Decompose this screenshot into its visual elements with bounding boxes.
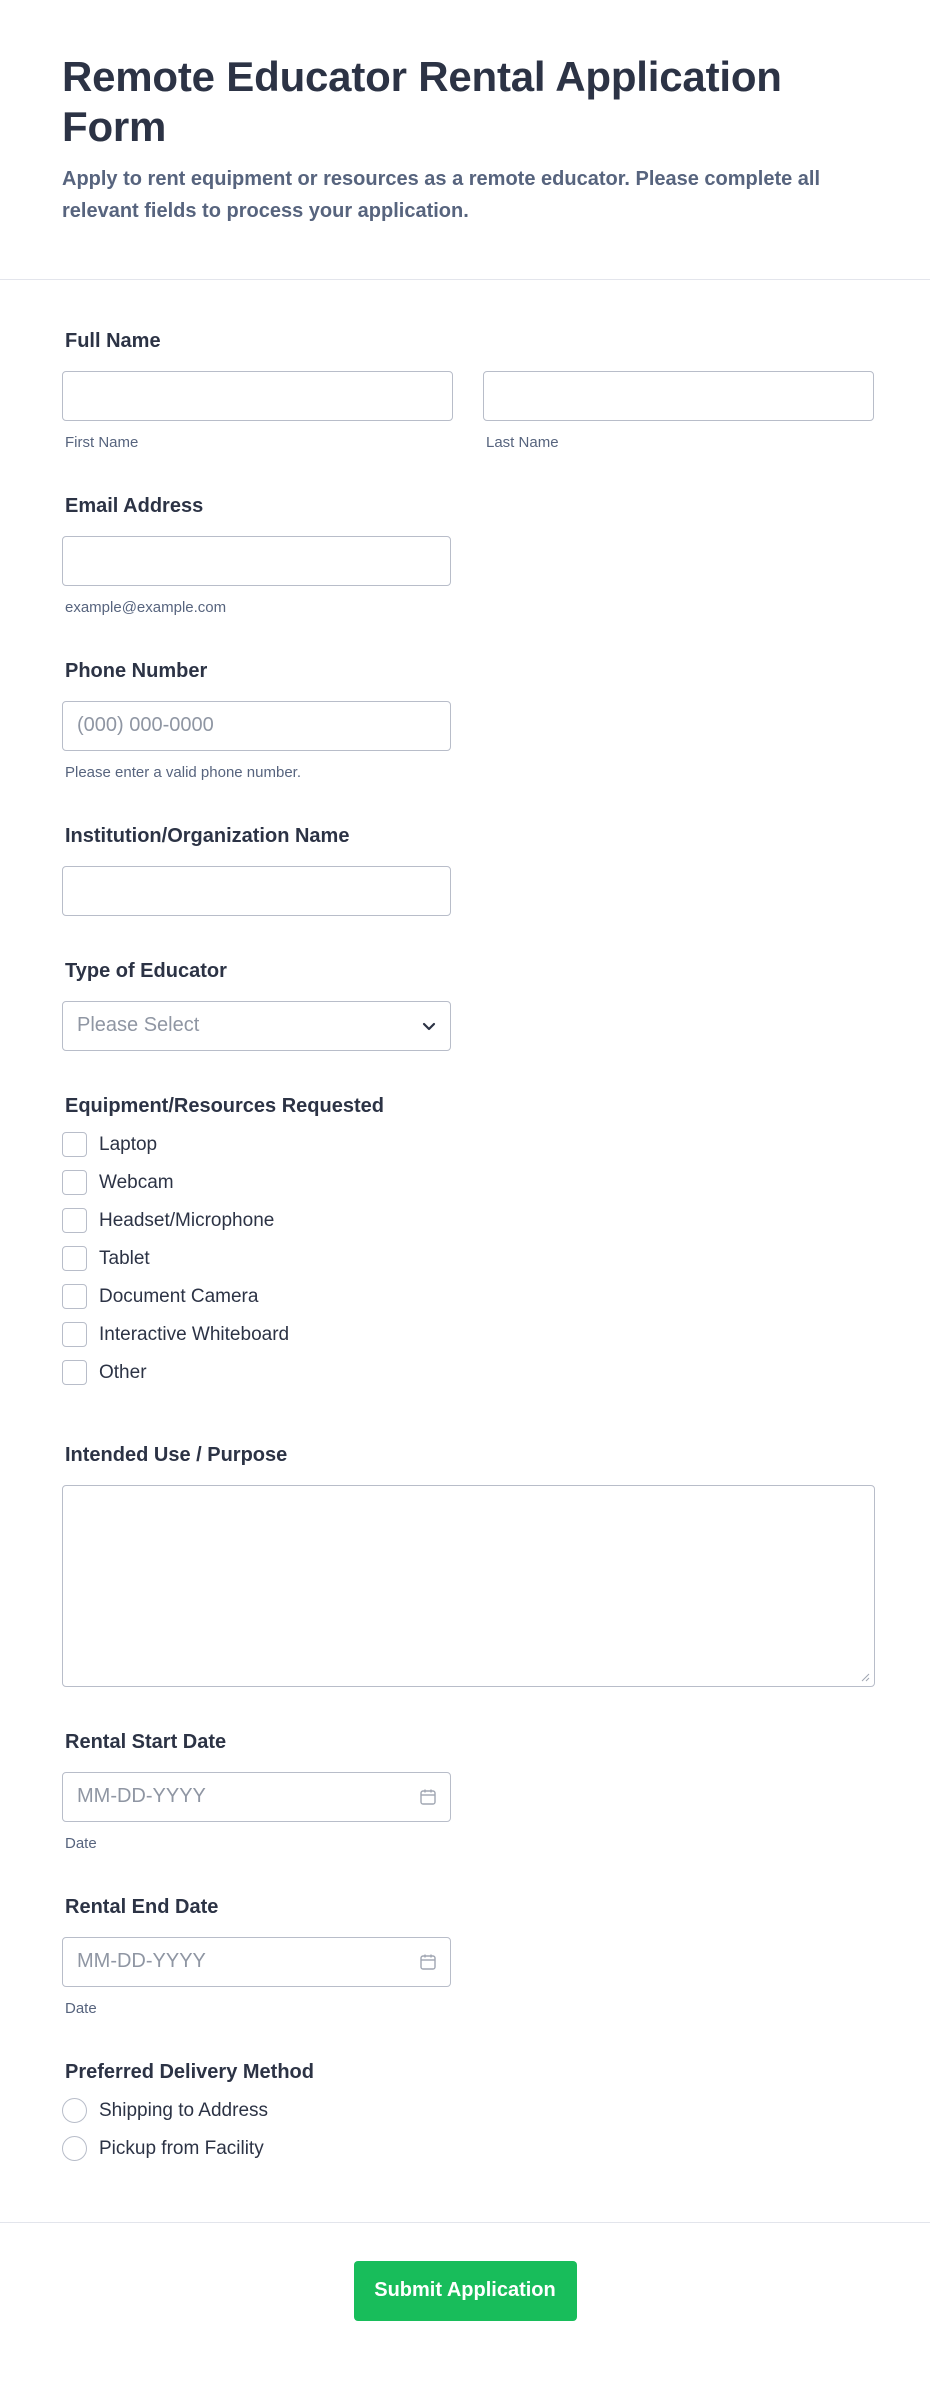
radio-button[interactable] [62, 2136, 87, 2161]
phone-sublabel: Please enter a valid phone number. [65, 763, 301, 781]
form-description: Apply to rent equipment or resources as a remote educator. Please complete all relevant fields to process your application. [62, 167, 821, 222]
equipment-option-other[interactable] [62, 1360, 868, 1386]
start-date-input[interactable] [62, 1772, 451, 1822]
end-date-input[interactable] [62, 1937, 451, 1987]
equipment-option-webcam[interactable] [62, 1170, 868, 1196]
start-date-field [62, 1731, 868, 1852]
full-name-label: Full Name [65, 329, 161, 352]
checkbox[interactable] [62, 1360, 87, 1385]
end-date-sublabel: Date [65, 1999, 97, 2017]
email-field [62, 495, 868, 616]
option-label: Tablet [99, 1247, 150, 1269]
option-label: Webcam [99, 1171, 174, 1193]
end-date-field [62, 1896, 868, 2017]
radio-button[interactable] [62, 2098, 87, 2123]
form-footer [0, 2222, 930, 2381]
option-label: Other [99, 1361, 147, 1383]
email-sublabel: example@example.com [65, 598, 227, 616]
educator-type-field [62, 960, 868, 1051]
phone-field [62, 660, 868, 781]
checkbox[interactable] [62, 1246, 87, 1271]
equipment-label: Equipment/Resources Requested [65, 1094, 384, 1117]
email-input[interactable] [62, 536, 451, 586]
first-name-sublabel: First Name [65, 433, 139, 451]
calendar-icon[interactable] [419, 1788, 437, 1806]
institution-field [62, 825, 868, 916]
full-name-field [62, 330, 868, 451]
phone-input[interactable] [62, 701, 451, 751]
delivery-field [62, 2061, 868, 2162]
equipment-option-document-camera[interactable] [62, 1284, 868, 1310]
start-date-sublabel: Date [65, 1834, 97, 1852]
option-label: Shipping to Address [99, 2099, 269, 2121]
start-date-label: Rental Start Date [65, 1730, 227, 1753]
delivery-options [62, 2098, 868, 2162]
delivery-option-shipping[interactable] [62, 2098, 868, 2124]
start-date-placeholder: MM-DD-YYYY [62, 1772, 451, 1822]
checkbox[interactable] [62, 1322, 87, 1347]
chevron-down-icon [421, 1018, 437, 1034]
checkbox[interactable] [62, 1170, 87, 1195]
phone-label: Phone Number [65, 659, 208, 682]
delivery-option-pickup[interactable] [62, 2136, 868, 2162]
educator-type-selected: Please Select [62, 1001, 451, 1051]
submit-button[interactable]: Submit Application [354, 2261, 577, 2321]
option-label: Pickup from Facility [99, 2137, 264, 2159]
option-label: Laptop [99, 1133, 158, 1155]
equipment-option-headset[interactable] [62, 1208, 868, 1234]
purpose-label: Intended Use / Purpose [65, 1443, 288, 1466]
purpose-field [62, 1444, 868, 1687]
equipment-field [62, 1095, 868, 1386]
last-name-sublabel: Last Name [486, 433, 559, 451]
calendar-icon[interactable] [419, 1953, 437, 1971]
checkbox[interactable] [62, 1284, 87, 1309]
educator-type-label: Type of Educator [65, 959, 227, 982]
delivery-label: Preferred Delivery Method [65, 2060, 314, 2083]
option-label: Document Camera [99, 1285, 259, 1307]
checkbox[interactable] [62, 1132, 87, 1157]
email-label: Email Address [65, 494, 204, 517]
institution-label: Institution/Organization Name [65, 824, 350, 847]
end-date-placeholder: MM-DD-YYYY [62, 1937, 451, 1987]
option-label: Headset/Microphone [99, 1209, 275, 1231]
checkbox[interactable] [62, 1208, 87, 1233]
first-name-input[interactable] [62, 371, 453, 421]
equipment-options [62, 1132, 868, 1386]
option-label: Interactive Whiteboard [99, 1323, 290, 1345]
educator-type-select[interactable] [62, 1001, 451, 1051]
end-date-label: Rental End Date [65, 1895, 219, 1918]
purpose-textarea[interactable] [62, 1485, 875, 1687]
institution-input[interactable] [62, 866, 451, 916]
last-name-input[interactable] [483, 371, 874, 421]
equipment-option-laptop[interactable] [62, 1132, 868, 1158]
resize-handle-icon[interactable] [860, 1672, 870, 1682]
form-header [0, 0, 930, 280]
equipment-option-tablet[interactable] [62, 1246, 868, 1272]
form-title: Remote Educator Rental Application Form [62, 53, 782, 151]
equipment-option-whiteboard[interactable] [62, 1322, 868, 1348]
form-body [0, 280, 930, 2202]
